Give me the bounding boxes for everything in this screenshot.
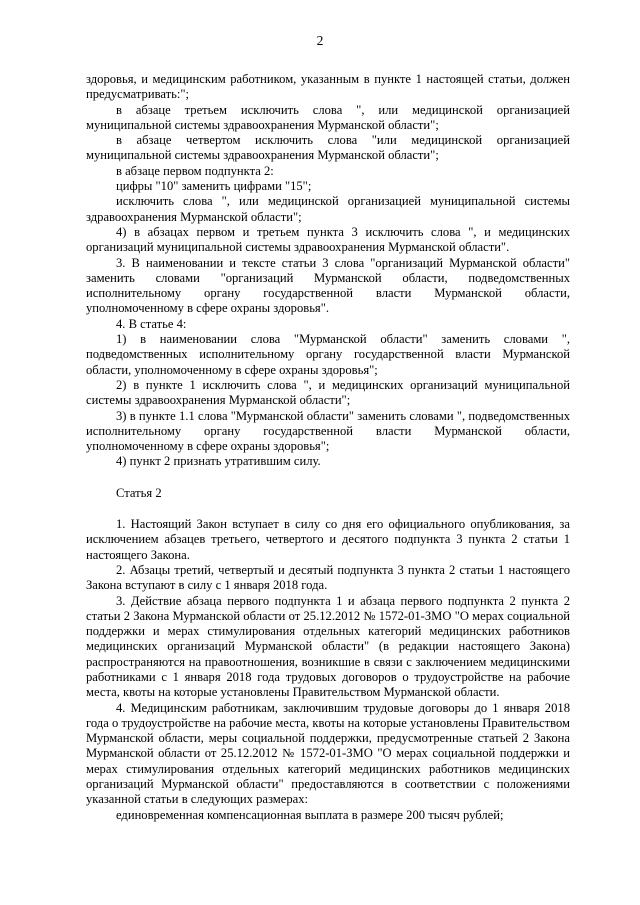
paragraph: 4) пункт 2 признать утратившим силу. bbox=[116, 454, 321, 469]
paragraph: здоровья, и медицинским работником, указанным в пункте 1 настоящей статьи, должен предусматривать:"; bbox=[86, 72, 570, 102]
paragraph: 1. Настоящий Закон вступает в силу со дня его официального опубликования, за исключением абзацев третьего, четвертого и десятого подпункта 3 пункта 2 статьи 1 настоящего Закона. bbox=[86, 517, 570, 562]
paragraph: в абзаце третьем исключить слова ", или медицинской организацией муниципальной системы здравоохранения Мурманской области"; bbox=[86, 102, 570, 132]
paragraph: 4. Медицинским работникам, заключившим трудовые договоры до 1 января 2018 года о трудоустройстве на рабочие места, квоты на которые установлены Правительством Мурманской области, меры социальной поддержки, предусмотренные статьей 2 Закона Мурманской области от 25.12.2012 № 1572-01-ЗМО "О мерах социальной поддержки и мерах стимулирования отдельных категорий медицинских работников медицинских организаций Мурманской области" предоставляются в соответствии с положениями указанной статьи в следующих размерах: bbox=[86, 700, 570, 807]
paragraph: 3) в пункте 1.1 слова "Мурманской области" заменить словами ", подведомственных исполнительному органу государственной власти Мурманской области, уполномоченному в сфере охраны здоровья"; bbox=[86, 408, 570, 454]
paragraph: 2) в пункте 1 исключить слова ", и медицинских организаций муниципальной системы здравоохранения Мурманской области"; bbox=[86, 377, 570, 408]
article-heading: Статья 2 bbox=[116, 485, 162, 500]
paragraph: 4. В статье 4: bbox=[116, 316, 187, 331]
page-number: 2 bbox=[316, 33, 324, 48]
paragraph: цифры "10" заменить цифрами "15"; bbox=[116, 179, 312, 194]
paragraph: 3. Действие абзаца первого подпункта 1 и абзаца первого подпункта 2 пункта 2 статьи 2 Закона Мурманской области от 25.12.2012 № 1572-01-ЗМО "О мерах социальной поддержки и мерах стимулирования отдельных категорий медицинских работников медицинских организаций Мурманской области" (в редакции настоящего Закона) распространяются на правоотношения, возникшие в связи с заключением медицинскими работниками с 1 января 2018 года трудовых договоров о трудоустройстве на рабочие места, квоты на которые установлены Правительством Мурманской области. bbox=[86, 593, 570, 700]
paragraph: 4) в абзацах первом и третьем пункта 3 исключить слова ", и медицинских организаций муниципальной системы здравоохранения Мурманской области". bbox=[86, 224, 570, 255]
paragraph: в абзаце первом подпункта 2: bbox=[116, 163, 274, 178]
document-body bbox=[86, 72, 570, 823]
paragraph: 3. В наименовании и тексте статьи 3 слова "организаций Мурманской области" заменить словами "организаций Мурманской области, подведомственных исполнительному органу государственной власти Мурманской области, уполномоченному в сфере охраны здоровья". bbox=[86, 255, 570, 316]
paragraph: единовременная компенсационная выплата в размере 200 тысяч рублей; bbox=[116, 807, 504, 822]
paragraph: в абзаце четвертом исключить слова "или медицинской организацией муниципальной системы здравоохранения Мурманской области"; bbox=[86, 133, 570, 163]
paragraph: исключить слова ", или медицинской организацией муниципальной системы здравоохранения Мурманской области"; bbox=[86, 194, 570, 224]
paragraph: 2. Абзацы третий, четвертый и десятый подпункта 3 пункта 2 статьи 1 настоящего Закона вступают в силу с 1 января 2018 года. bbox=[86, 562, 570, 593]
paragraph: 1) в наименовании слова "Мурманской области" заменить словами ", подведомственных исполнительному органу государственной власти Мурманской области, уполномоченному в сфере охраны здоровья"; bbox=[86, 332, 570, 377]
